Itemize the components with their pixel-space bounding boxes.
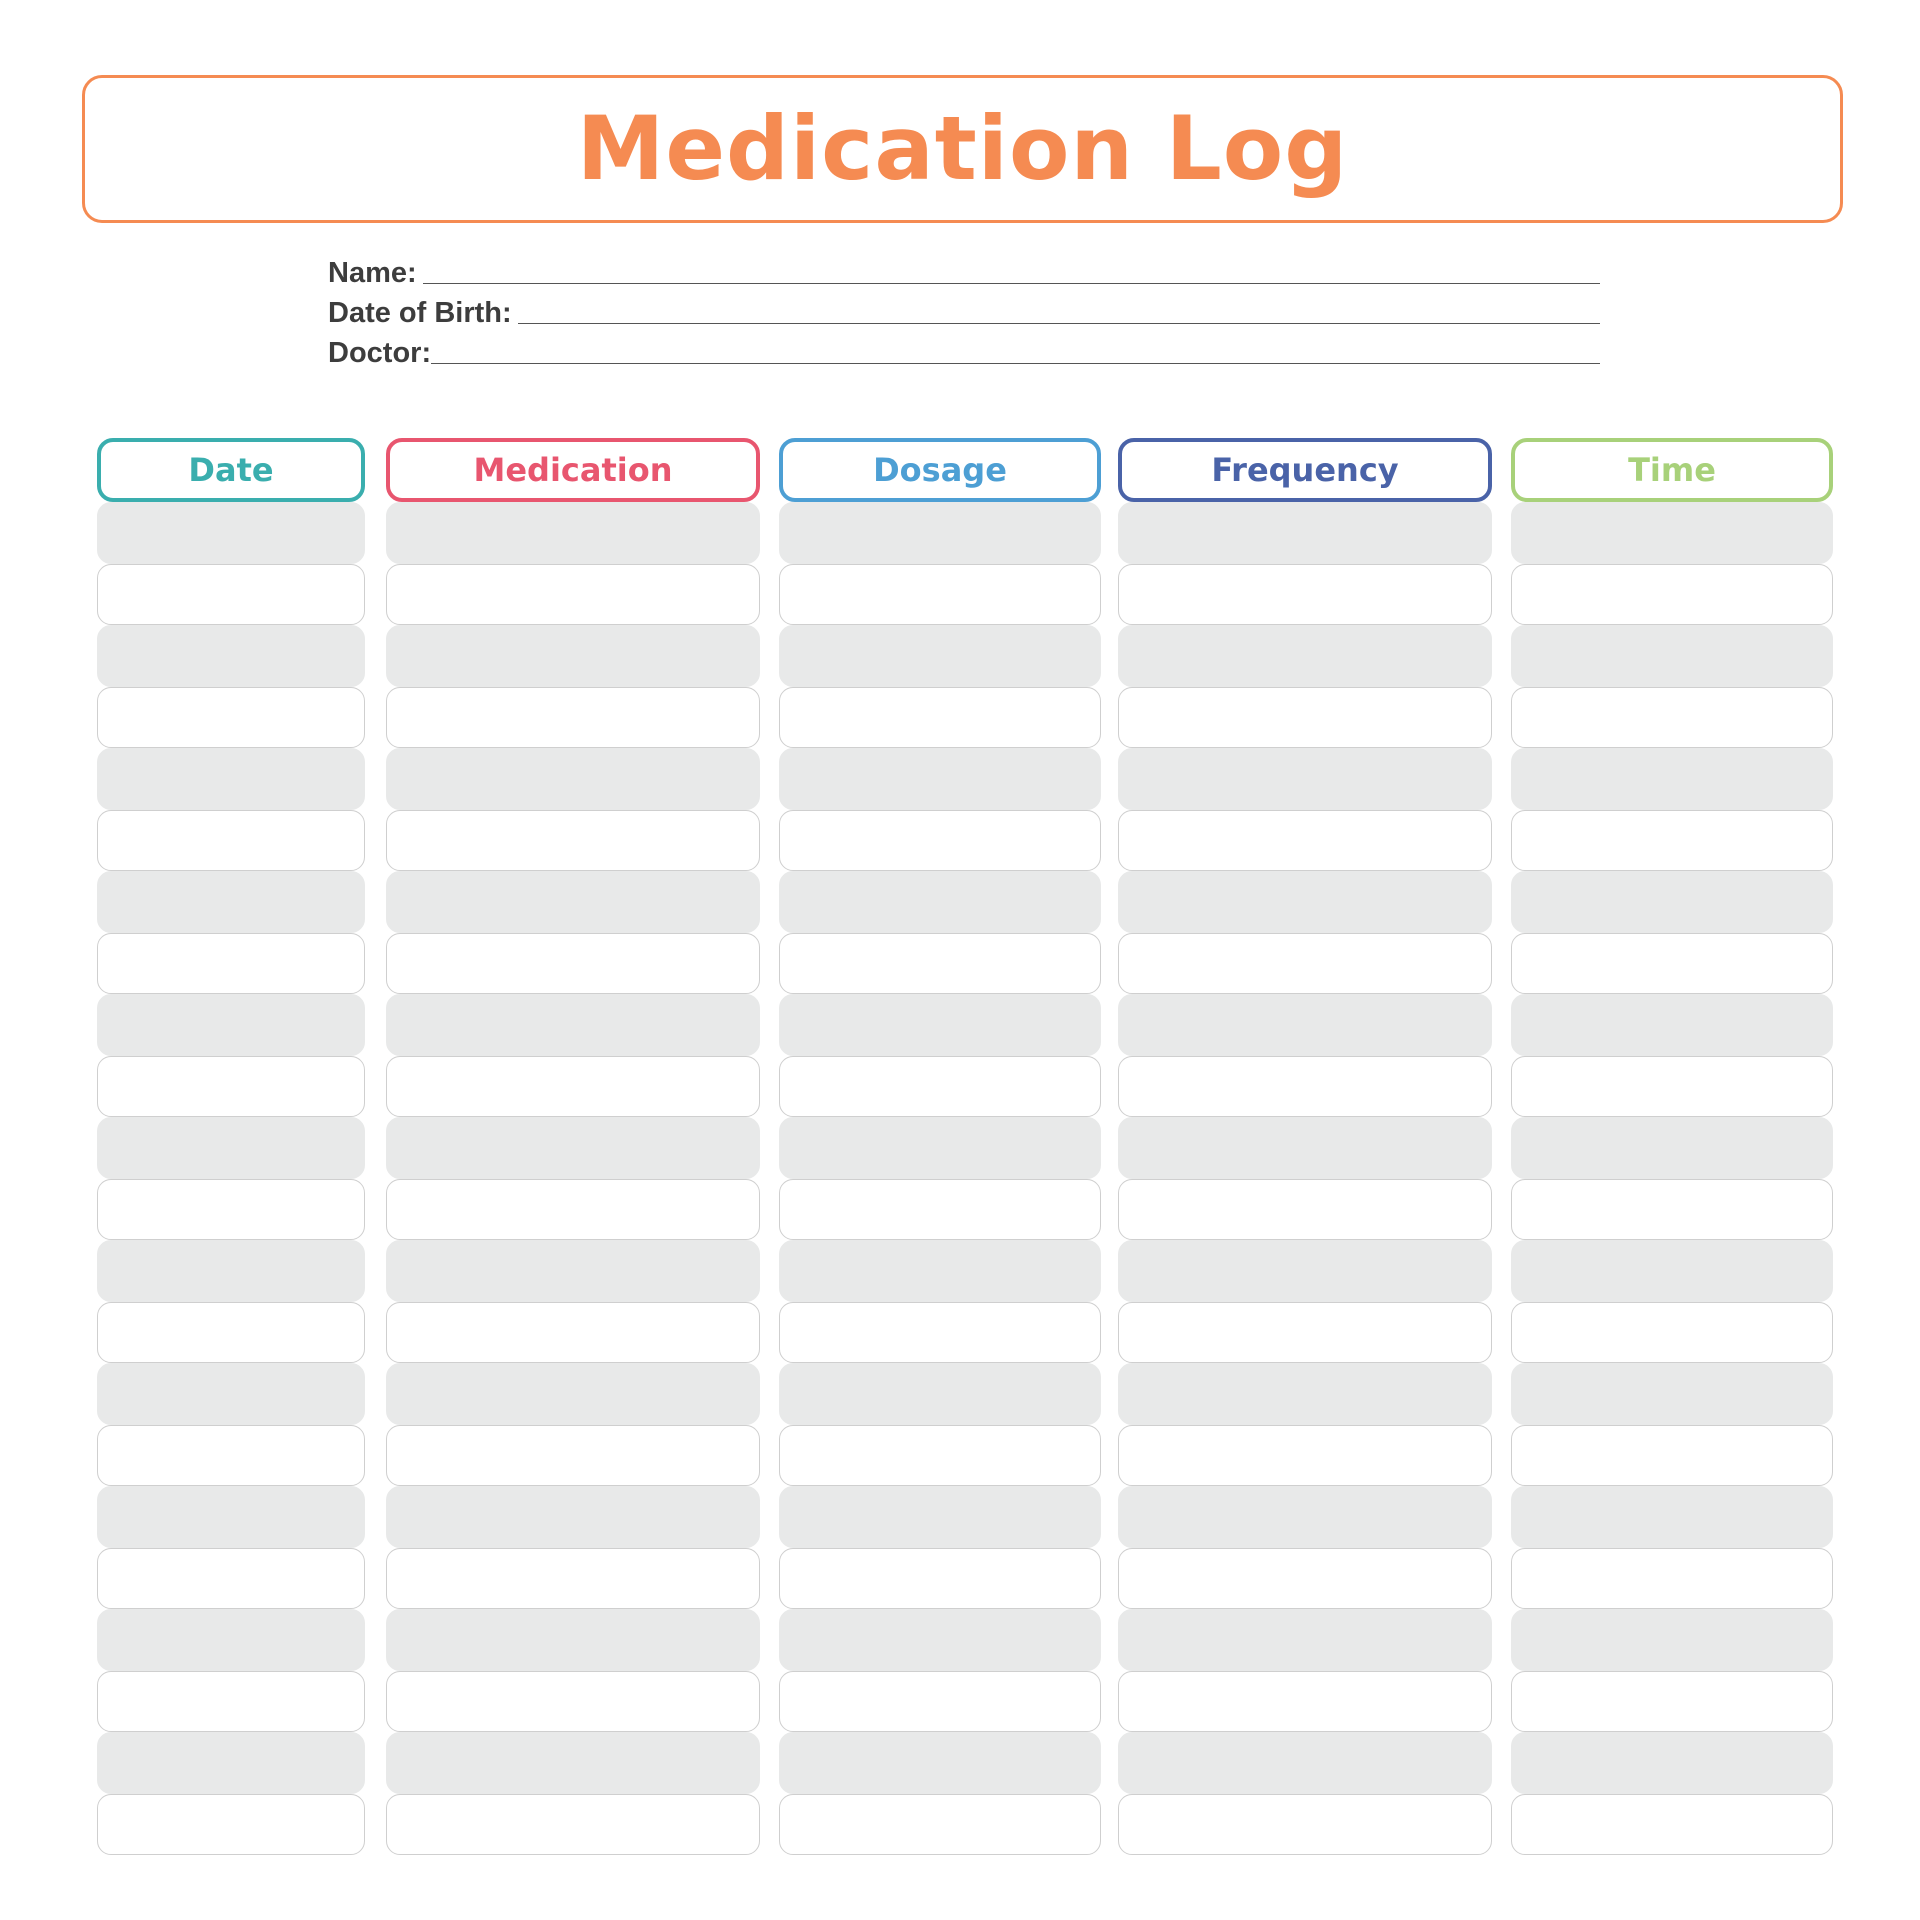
table-cell[interactable] <box>386 687 760 749</box>
table-cell[interactable] <box>386 1302 760 1364</box>
table-cell[interactable] <box>97 1671 365 1733</box>
table-cell[interactable] <box>779 687 1101 749</box>
table-cell[interactable] <box>1511 1056 1833 1118</box>
table-cell[interactable] <box>1118 502 1492 564</box>
dob-label: Date of Birth: <box>328 297 512 330</box>
table-cell[interactable] <box>386 1548 760 1610</box>
table-cell[interactable] <box>97 994 365 1056</box>
table-cell[interactable] <box>1118 933 1492 995</box>
table-cell[interactable] <box>1118 1425 1492 1487</box>
doctor-label: Doctor: <box>328 337 432 370</box>
table-cell[interactable] <box>1511 625 1833 687</box>
table-cell[interactable] <box>386 871 760 933</box>
table-cell[interactable] <box>386 1117 760 1179</box>
table-cell[interactable] <box>779 933 1101 995</box>
table-cell[interactable] <box>1118 1671 1492 1733</box>
table-cell[interactable] <box>779 1486 1101 1548</box>
dob-line[interactable] <box>518 323 1600 324</box>
name-field[interactable] <box>328 250 1600 290</box>
header-medication: Medication <box>386 438 760 502</box>
table-cell[interactable] <box>1118 1179 1492 1241</box>
table-cell[interactable] <box>1511 687 1833 749</box>
table-cell[interactable] <box>779 1117 1101 1179</box>
table-cell[interactable] <box>1118 871 1492 933</box>
table-cell[interactable] <box>779 625 1101 687</box>
table-cell[interactable] <box>1511 1302 1833 1364</box>
table-cell[interactable] <box>779 748 1101 810</box>
name-label: Name: <box>328 257 417 290</box>
table-cell[interactable] <box>779 1302 1101 1364</box>
table-cell[interactable] <box>1118 564 1492 626</box>
table-cell[interactable] <box>779 1794 1101 1856</box>
doctor-field[interactable] <box>328 330 1600 370</box>
column-frequency <box>1118 438 1492 1855</box>
table-cell[interactable] <box>386 1363 760 1425</box>
table-cell[interactable] <box>1118 1117 1492 1179</box>
table-cell[interactable] <box>97 1240 365 1302</box>
table-cell[interactable] <box>1118 1056 1492 1118</box>
table-cell[interactable] <box>1118 1240 1492 1302</box>
name-line[interactable] <box>423 283 1600 284</box>
table-cell[interactable] <box>386 564 760 626</box>
header-dosage: Dosage <box>779 438 1101 502</box>
column-medication <box>386 438 760 1855</box>
table-cell[interactable] <box>779 1732 1101 1794</box>
doctor-line[interactable] <box>431 363 1600 364</box>
table-cell[interactable] <box>1511 1609 1833 1671</box>
table-cell[interactable] <box>1118 625 1492 687</box>
table-cell[interactable] <box>1511 994 1833 1056</box>
table-cell[interactable] <box>779 1548 1101 1610</box>
table-cell[interactable] <box>779 1425 1101 1487</box>
table-cell[interactable] <box>1511 1117 1833 1179</box>
table-cell[interactable] <box>1511 1794 1833 1856</box>
table-cell[interactable] <box>386 1056 760 1118</box>
table-cell[interactable] <box>1118 1302 1492 1364</box>
table-cell[interactable] <box>97 748 365 810</box>
table-cell[interactable] <box>779 871 1101 933</box>
table-cell[interactable] <box>1511 810 1833 872</box>
table-cell[interactable] <box>97 1117 365 1179</box>
table-cell[interactable] <box>97 1794 365 1856</box>
table-cell[interactable] <box>1118 687 1492 749</box>
table-cell[interactable] <box>1118 748 1492 810</box>
table-cell[interactable] <box>779 502 1101 564</box>
table-cell[interactable] <box>386 748 760 810</box>
table-cell[interactable] <box>97 1302 365 1364</box>
table-cell[interactable] <box>97 1548 365 1610</box>
table-cell[interactable] <box>386 1671 760 1733</box>
header-time: Time <box>1511 438 1833 502</box>
table-cell[interactable] <box>97 1179 365 1241</box>
table-cell[interactable] <box>779 1240 1101 1302</box>
column-dosage <box>779 438 1101 1855</box>
table-cell[interactable] <box>1511 1486 1833 1548</box>
table-cell[interactable] <box>386 1486 760 1548</box>
table-cell[interactable] <box>386 994 760 1056</box>
table-cell[interactable] <box>1511 502 1833 564</box>
table-cell[interactable] <box>97 502 365 564</box>
table-cell[interactable] <box>1511 748 1833 810</box>
table-cell[interactable] <box>1511 564 1833 626</box>
table-cell[interactable] <box>1511 1179 1833 1241</box>
table-cell[interactable] <box>97 687 365 749</box>
table-cell[interactable] <box>1511 1240 1833 1302</box>
table-cell[interactable] <box>97 810 365 872</box>
table-cell[interactable] <box>1118 1486 1492 1548</box>
table-cell[interactable] <box>1511 1732 1833 1794</box>
table-cell[interactable] <box>97 625 365 687</box>
table-cell[interactable] <box>779 1671 1101 1733</box>
table-cell[interactable] <box>386 1179 760 1241</box>
column-date <box>97 438 365 1855</box>
table-cell[interactable] <box>779 564 1101 626</box>
table-cell[interactable] <box>97 871 365 933</box>
table-cell[interactable] <box>97 933 365 995</box>
table-cell[interactable] <box>386 1732 760 1794</box>
table-cell[interactable] <box>1118 1609 1492 1671</box>
header-date: Date <box>97 438 365 502</box>
column-time <box>1511 438 1833 1855</box>
table-cell[interactable] <box>1511 871 1833 933</box>
table-cell[interactable] <box>97 564 365 626</box>
table-cell[interactable] <box>97 1486 365 1548</box>
table-cell[interactable] <box>1118 1732 1492 1794</box>
table-cell[interactable] <box>1118 1363 1492 1425</box>
table-cell[interactable] <box>386 502 760 564</box>
dob-field[interactable] <box>328 290 1600 330</box>
title-box <box>82 75 1843 223</box>
table-cell[interactable] <box>1511 1363 1833 1425</box>
table-cell[interactable] <box>97 1609 365 1671</box>
table-cell[interactable] <box>1511 1425 1833 1487</box>
table-cell[interactable] <box>386 1425 760 1487</box>
table-cell[interactable] <box>1118 1794 1492 1856</box>
table-cell[interactable] <box>97 1363 365 1425</box>
table-cell[interactable] <box>1511 933 1833 995</box>
table-cell[interactable] <box>779 1363 1101 1425</box>
table-cell[interactable] <box>779 1609 1101 1671</box>
table-cell[interactable] <box>386 810 760 872</box>
table-cell[interactable] <box>386 625 760 687</box>
table-cell[interactable] <box>97 1056 365 1118</box>
table-cell[interactable] <box>779 1179 1101 1241</box>
table-cell[interactable] <box>386 933 760 995</box>
table-cell[interactable] <box>1118 994 1492 1056</box>
table-cell[interactable] <box>779 810 1101 872</box>
table-cell[interactable] <box>386 1794 760 1856</box>
table-cell[interactable] <box>779 994 1101 1056</box>
table-cell[interactable] <box>1511 1671 1833 1733</box>
table-cell[interactable] <box>1118 1548 1492 1610</box>
table-cell[interactable] <box>386 1609 760 1671</box>
table-cell[interactable] <box>386 1240 760 1302</box>
table-cell[interactable] <box>779 1056 1101 1118</box>
header-frequency: Frequency <box>1118 438 1492 502</box>
table-cell[interactable] <box>97 1425 365 1487</box>
patient-info <box>328 250 1600 370</box>
table-cell[interactable] <box>97 1732 365 1794</box>
page-title: Medication Log <box>576 97 1349 200</box>
table-cell[interactable] <box>1511 1548 1833 1610</box>
table-cell[interactable] <box>1118 810 1492 872</box>
